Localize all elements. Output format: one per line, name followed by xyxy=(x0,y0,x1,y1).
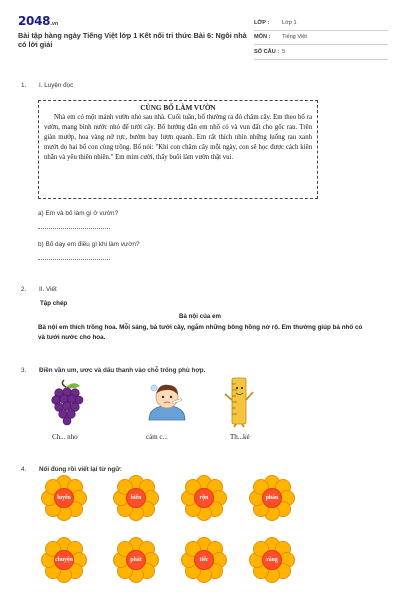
grape-icon xyxy=(50,378,84,426)
word-flower[interactable] xyxy=(252,540,292,580)
flower-word: tiếc xyxy=(199,557,209,563)
word-flower[interactable] xyxy=(252,478,292,518)
reading-text: Nhà em có một mảnh vườn nhỏ sau nhà. Cuối tuần, bố thường ra đó chăm cây. Em theo bố ra vườn, mang bình nước nhỏ để tưới cây. Bố hướng dẫn em nhổ cỏ và vun đất cho gốc rau. Trên giàn mướp, hoa vàng nở rực, bướm bay lượn quanh. Em rất thích nhìn những luống rau xanh mướt do hai bố con cùng trồng. Bố nói: "Khi con chăm cây mỗi ngày, con sẽ học được cách kiên nhẫn và yêu thiên nhiên." Em mỉm cười, thấy buổi làm vườn thật vui. xyxy=(44,114,312,162)
question-b: b) Bố dạy em điều gì khi làm vườn? xyxy=(38,241,140,248)
flower-center xyxy=(126,550,146,570)
flower-word: chuyện xyxy=(55,557,73,563)
flower-center xyxy=(194,488,214,508)
section-title: Nối đúng rồi viết lại từ ngữ: xyxy=(39,466,122,473)
meta-row-class xyxy=(254,16,388,31)
section-title: I. Luyện đọc xyxy=(39,82,74,89)
meta-value: Tiếng Việt xyxy=(282,34,307,41)
flower-word: rộn xyxy=(199,495,209,501)
worksheet-header xyxy=(18,10,388,60)
flower-center xyxy=(262,488,282,508)
flower-center xyxy=(54,488,74,508)
section-number: 2. xyxy=(21,286,27,293)
section-heading-1 xyxy=(21,82,73,89)
flower-word: phán xyxy=(265,495,279,501)
meta-value: 5 xyxy=(282,48,286,55)
meta-key: SỐ CÂU : xyxy=(254,48,280,55)
site-logo[interactable] xyxy=(18,14,58,28)
section-heading-2 xyxy=(21,286,57,293)
section-number: 3. xyxy=(21,367,27,374)
copy-text: Bà nội em thích trồng hoa. Mỗi sáng, bà tưới cây, ngắm những bông hồng nở rộ. Em thường giúp bà nhổ cỏ và tưới nước cho hoa. xyxy=(38,324,363,341)
word-flower[interactable] xyxy=(44,540,84,580)
meta-row-subject xyxy=(254,31,388,46)
logo-suffix: .vn xyxy=(50,21,59,27)
fill-item-label: Ch... nho xyxy=(52,433,78,441)
flower-center xyxy=(54,550,74,570)
flower-word: luyến xyxy=(57,495,71,501)
flower-center xyxy=(262,550,282,570)
word-flower[interactable] xyxy=(116,540,156,580)
copy-title: Bà nội của em xyxy=(179,313,221,320)
reading-title: CÙNG BỐ LÀM VƯỜN xyxy=(140,104,216,112)
fill-item-label: cảm c... xyxy=(146,433,168,441)
ruler-icon xyxy=(222,376,256,428)
reading-passage xyxy=(38,100,318,199)
flower-center xyxy=(126,488,146,508)
flower-center xyxy=(194,550,214,570)
sick-boy-icon xyxy=(145,380,189,424)
meta-key: LỚP : xyxy=(254,19,270,26)
meta-table xyxy=(254,16,388,60)
word-flower[interactable] xyxy=(184,478,224,518)
flower-word: ràng xyxy=(266,557,278,563)
flower-word: phát xyxy=(130,557,142,563)
question-a: a) Em và bố làm gì ở vườn? xyxy=(38,210,119,217)
word-flower[interactable] xyxy=(44,478,84,518)
answer-line-b[interactable] xyxy=(38,259,110,260)
section-heading-4 xyxy=(21,466,122,473)
fill-item-label: Th...kẻ xyxy=(230,433,250,441)
section-number: 4. xyxy=(21,466,27,473)
meta-row-count xyxy=(254,45,388,60)
answer-line-a[interactable] xyxy=(38,228,110,229)
logo-text: 2048 xyxy=(18,14,51,28)
flower-word: biến xyxy=(130,495,142,501)
document-title: Bài tập hàng ngày Tiếng Việt lớp 1 Kết nối tri thức Bài 6: Ngôi nhà có lời giải xyxy=(18,31,247,49)
meta-value: Lớp 1 xyxy=(282,19,297,26)
meta-key: MÔN : xyxy=(254,34,271,41)
section-title: Điền vần um, ươc và dấu thanh vào chỗ trống phù hợp. xyxy=(39,367,206,374)
section-number: 1. xyxy=(21,82,27,89)
word-flower[interactable] xyxy=(184,540,224,580)
section-title: II. Viết xyxy=(39,286,57,293)
copy-exercise-label: Tập chép xyxy=(40,300,68,307)
section-heading-3 xyxy=(21,367,205,374)
word-flower[interactable] xyxy=(116,478,156,518)
